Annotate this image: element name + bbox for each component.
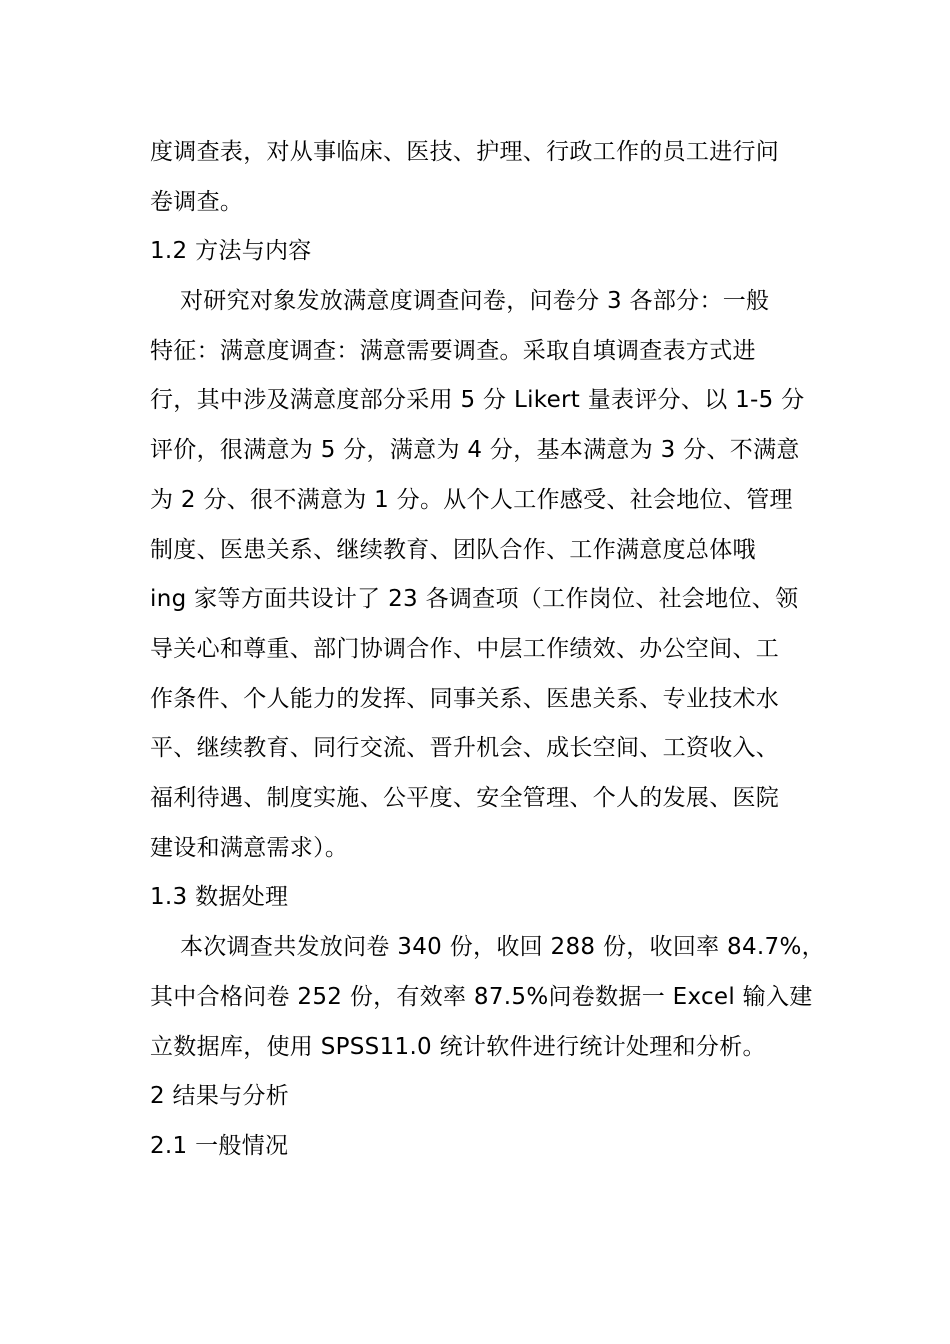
paragraph-line: 导关心和尊重、部门协调合作、中层工作绩效、办公空间、工: [150, 636, 780, 662]
paragraph-line: 制度、医患关系、继续教育、团队合作、工作满意度总体哦: [150, 537, 756, 563]
paragraph-line: ing 家等方面共设计了 23 各调查项（工作岗位、社会地位、领: [150, 586, 799, 612]
paragraph-line: 行，其中涉及满意度部分采用 5 分 Likert 量表评分、以 1-5 分: [150, 387, 805, 413]
paragraph-line: 其中合格问卷 252 份，有效率 87.5%问卷数据一 Excel 输入建: [150, 984, 813, 1010]
paragraph-line: 福利待遇、制度实施、公平度、安全管理、个人的发展、医院: [150, 785, 780, 811]
paragraph-line: 为 2 分、很不满意为 1 分。从个人工作感受、社会地位、管理: [150, 487, 793, 513]
paragraph-line: 卷调查。: [150, 189, 244, 215]
paragraph-line: 度调查表，对从事临床、医技、护理、行政工作的员工进行问: [150, 139, 780, 165]
section-heading-2: 2 结果与分析: [150, 1083, 290, 1109]
paragraph-line: 特征：满意度调查：满意需要调查。采取自填调查表方式进: [150, 338, 756, 364]
paragraph-line: 作条件、个人能力的发挥、同事关系、医患关系、专业技术水: [150, 686, 780, 712]
paragraph-line: 评价，很满意为 5 分，满意为 4 分，基本满意为 3 分、不满意: [150, 437, 800, 463]
section-heading-1-3: 1.3 数据处理: [150, 884, 289, 910]
paragraph-line: 平、继续教育、同行交流、晋升机会、成长空间、工资收入、: [150, 735, 780, 761]
paragraph-line: 对研究对象发放满意度调查问卷，问卷分 3 各部分：一般: [180, 288, 770, 314]
section-heading-1-2: 1.2 方法与内容: [150, 238, 312, 264]
section-heading-2-1: 2.1 一般情况: [150, 1133, 289, 1159]
paragraph-line: 本次调查共发放问卷 340 份，收回 288 份，收回率 84.7%，: [180, 934, 825, 960]
paragraph-line: 立数据库，使用 SPSS11.0 统计软件进行统计处理和分析。: [150, 1034, 766, 1060]
paragraph-line: 建设和满意需求）。: [150, 835, 349, 861]
